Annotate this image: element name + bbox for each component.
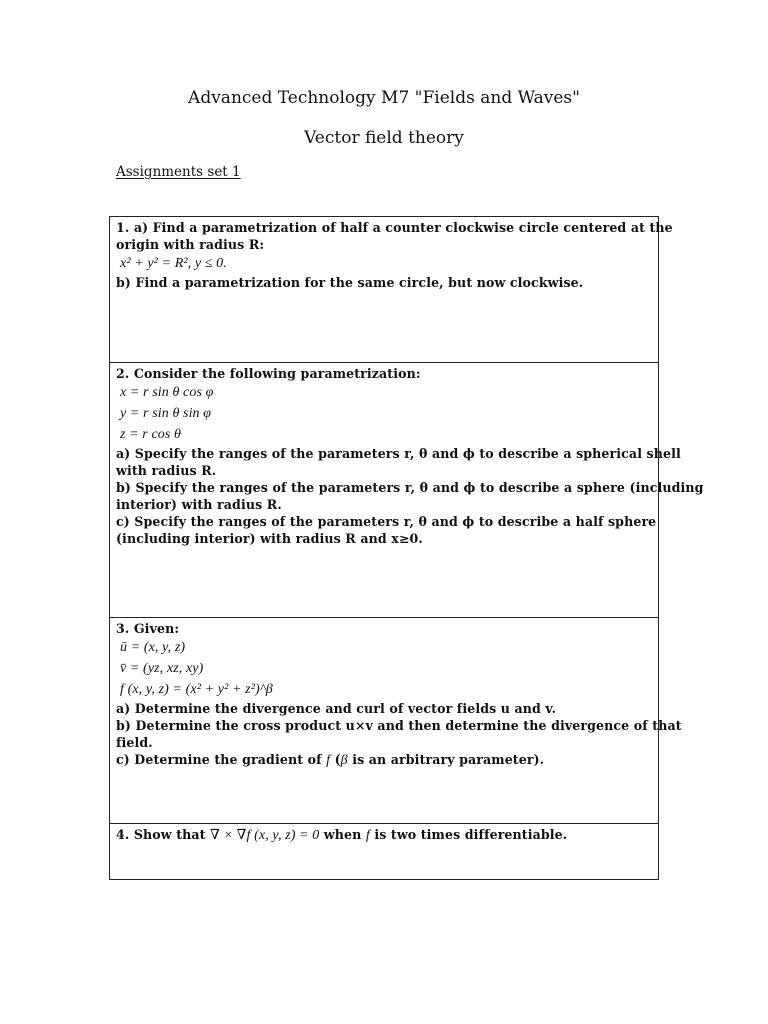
q2-part-a-line-2: with radius R. — [116, 463, 217, 478]
assignment-set-label: Assignments set 1 — [116, 164, 241, 180]
q2-equation-x: x = r sin θ cos φ — [120, 385, 214, 400]
document-title: Advanced Technology M7 "Fields and Waves" — [188, 88, 580, 108]
q3-part-c — [116, 751, 652, 769]
q3-part-b-line-2: field. — [116, 735, 153, 750]
q3-equation-v: v̄ = (yz, xz, xy) — [120, 661, 204, 676]
q3-equation-f: f (x, y, z) = (x² + y² + z²)^β — [120, 682, 273, 697]
q2-part-c-line-2: (including interior) with radius R and x≥0. — [116, 531, 423, 546]
q4-line — [116, 826, 652, 844]
document-subtitle: Vector field theory — [304, 128, 464, 148]
q3-part-c-function: f — [326, 753, 331, 768]
question-3-box — [109, 617, 682, 824]
q3-intro: 3. Given: — [116, 621, 180, 636]
q2-part-a-line-1: a) Specify the ranges of the parameters r, θ and ϕ to describe a spherical shell — [116, 446, 681, 461]
q2-part-b-line-1: b) Specify the ranges of the parameters r, θ and ϕ to describe a sphere (including — [116, 480, 704, 495]
q3-part-c-paren: ( — [330, 752, 341, 767]
q3-equation-u: ū = (x, y, z) — [120, 640, 186, 655]
q4-prefix: 4. Show that — [116, 827, 211, 842]
q3-part-c-beta: β — [340, 753, 348, 768]
q4-middle: when — [319, 827, 366, 842]
q2-equation-z: z = r cos θ — [120, 427, 181, 442]
q1-equation: x² + y² = R², y ≤ 0. — [120, 256, 227, 271]
question-1-box — [109, 216, 673, 363]
q4-equation: ∇ × ∇f (x, y, z) = 0 — [210, 828, 320, 843]
q2-intro: 2. Consider the following parametrization: — [116, 366, 421, 381]
q4-suffix: is two times differentiable. — [369, 827, 568, 842]
q4-function: f — [365, 828, 370, 843]
q2-equation-y: y = r sin θ sin φ — [120, 406, 212, 421]
question-2-box — [109, 362, 704, 618]
q2-part-c-line-1: c) Specify the ranges of the parameters r, θ and ϕ to describe a half sphere — [116, 514, 657, 529]
q3-part-c-suffix: is an arbitrary parameter). — [347, 752, 545, 767]
q1-line-1: 1. a) Find a parametrization of half a counter clockwise circle centered at the — [116, 220, 673, 235]
q3-part-c-prefix: c) Determine the gradient of — [116, 752, 327, 767]
q1-part-b: b) Find a parametrization for the same circle, but now clockwise. — [116, 275, 584, 290]
q2-part-b-line-2: interior) with radius R. — [116, 497, 282, 512]
question-4-box — [109, 823, 659, 880]
q3-part-b-line-1: b) Determine the cross product u×v and then determine the divergence of that — [116, 718, 682, 733]
q3-part-a: a) Determine the divergence and curl of vector fields u and v. — [116, 701, 557, 716]
q1-line-2: origin with radius R: — [116, 237, 265, 252]
